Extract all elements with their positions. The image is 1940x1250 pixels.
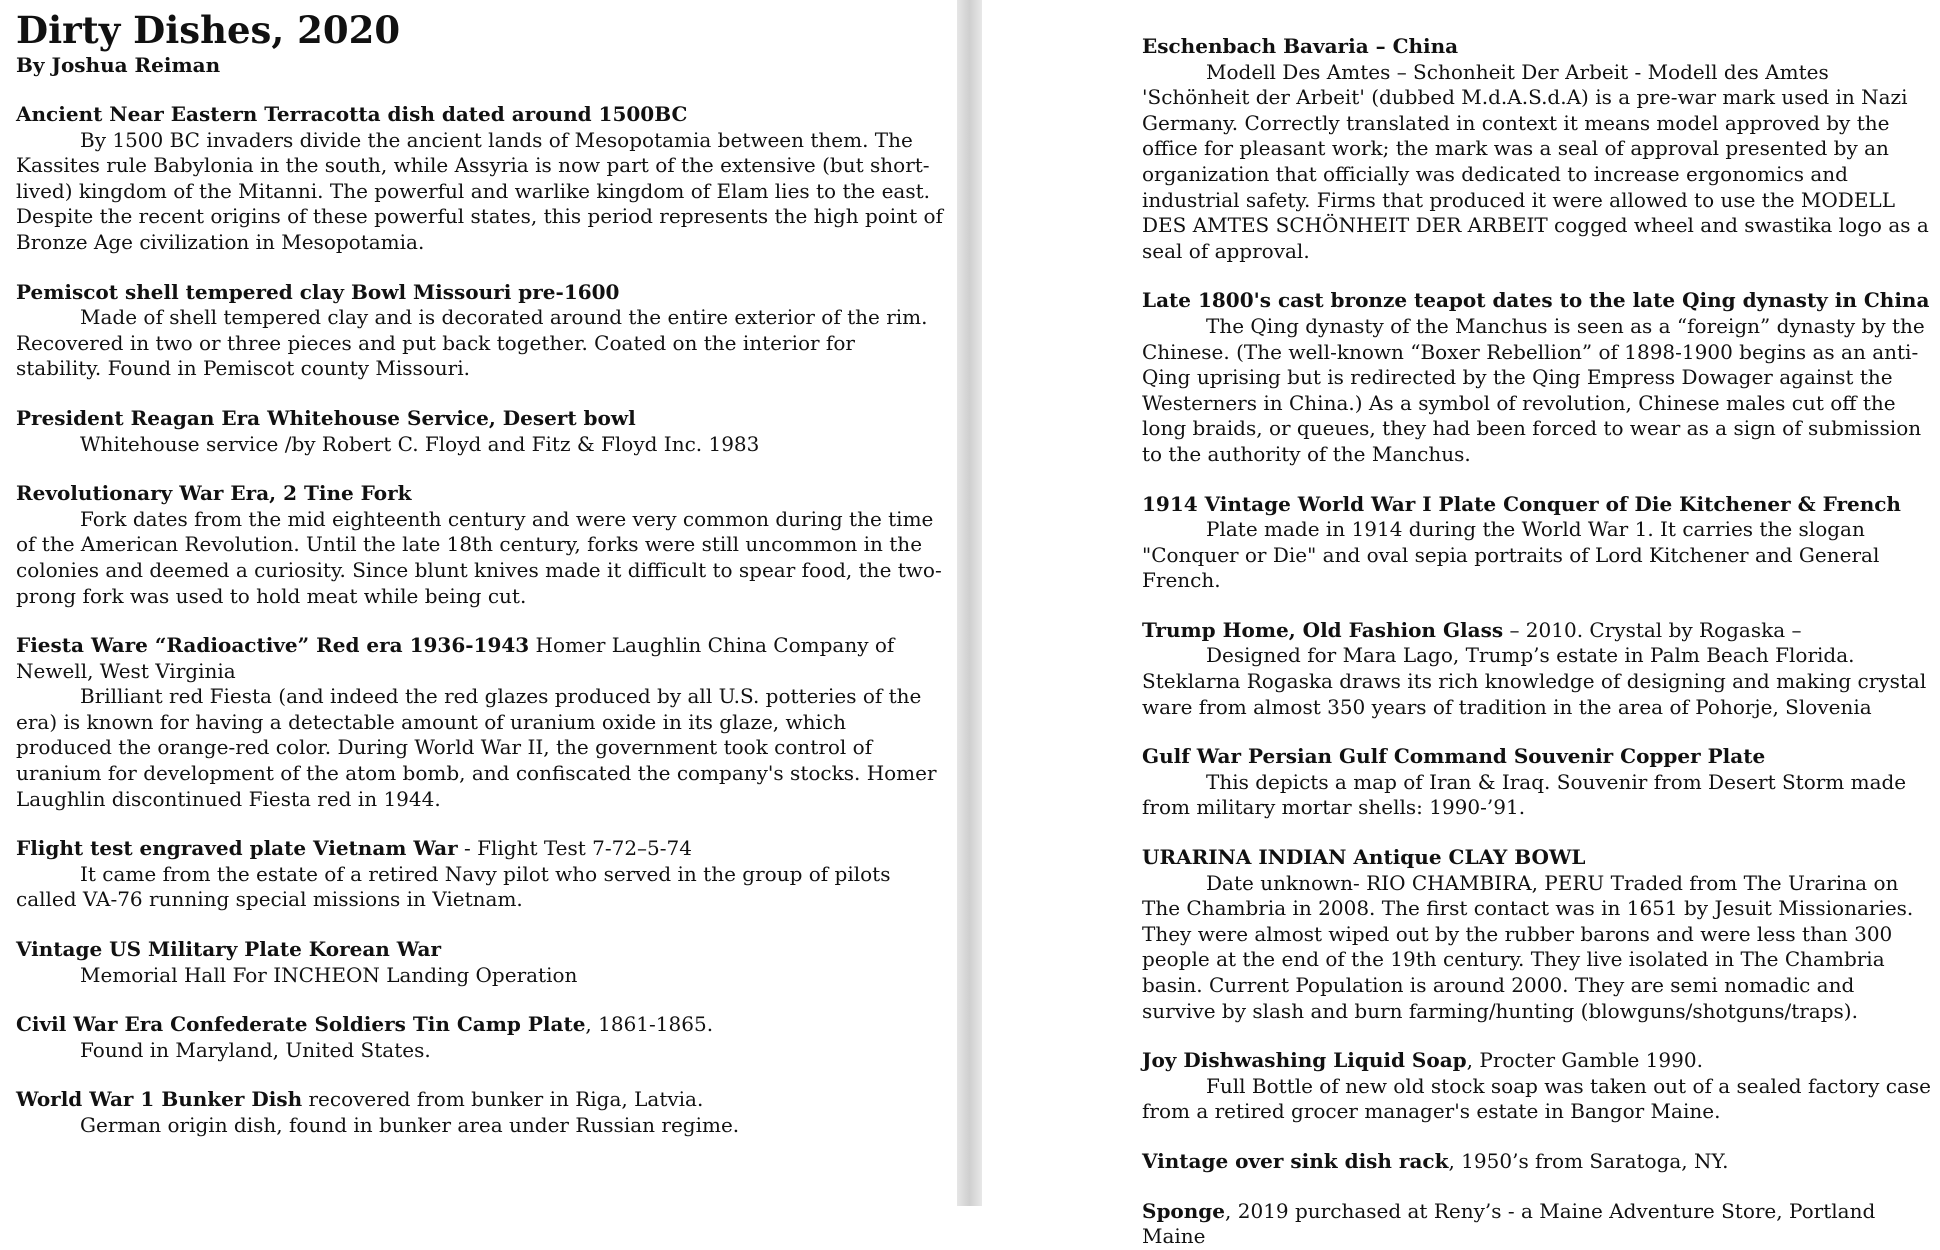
entry-heading (16, 102, 943, 128)
entry-heading (1142, 1048, 1932, 1074)
entry-heading (1142, 1149, 1932, 1175)
entry-title: URARINA INDIAN Antique CLAY BOWL (1142, 845, 1586, 870)
entry-description: Found in Maryland, United States. (80, 1037, 431, 1062)
left-page (0, 0, 957, 1206)
entry-title: Fiesta Ware “Radioactive” Red era 1936-1943 (16, 633, 530, 658)
entry-description: Date unknown- RIO CHAMBIRA, PERU Traded from The Urarina on The Chambria in 2008. The first contact was in 1651 by Jesuit Missionaries. They were almost wiped out by the rubber barons and were less than 300 people at the end of the 19th century. They live isolated in The Chambria basin. Current Population is around 2000. They are semi nomadic and survive by slash and burn farming/hunting (blowguns/shotguns/traps). (1142, 870, 1914, 1023)
entry-title: Revolutionary War Era, 2 Tine Fork (16, 481, 412, 506)
catalog-entry (16, 406, 943, 457)
entry-heading (16, 1012, 943, 1038)
entry-title: Joy Dishwashing Liquid Soap (1142, 1048, 1467, 1073)
entry-heading (16, 280, 943, 306)
entry-description: Fork dates from the mid eighteenth century and were very common during the time of the American Revolution. Until the late 18th century, forks were still uncommon in the colonies and deemed a curiosity. Since blunt knives made it difficult to spear food, the two-prong fork was used to hold meat while being cut. (16, 506, 942, 608)
catalog-entry (1142, 492, 1932, 594)
catalog-entry (16, 481, 943, 609)
catalog-entry (16, 1012, 943, 1063)
entry-heading (1142, 845, 1932, 871)
entry-title: Pemiscot shell tempered clay Bowl Missouri pre-1600 (16, 279, 620, 304)
entry-description: It came from the estate of a retired Navy pilot who served in the group of pilots called VA-76 running special missions in Vietnam. (16, 861, 891, 912)
entry-title-detail: - Flight Test 7-72–5-74 (457, 836, 692, 861)
entry-title: Late 1800's cast bronze teapot dates to the late Qing dynasty in China (1142, 288, 1930, 313)
catalog-entry (1142, 1199, 1932, 1250)
entry-description: Made of shell tempered clay and is decorated around the entire exterior of the rim. Recovered in two or three pieces and put back together. Coated on the interior for stability. Found in Pemiscot county Missouri. (16, 305, 928, 381)
entry-title: Ancient Near Eastern Terracotta dish dated around 1500BC (16, 102, 688, 126)
entry-title: Civil War Era Confederate Soldiers Tin Camp Plate (16, 1012, 586, 1037)
entry-title-detail: , Procter Gamble 1990. (1466, 1048, 1703, 1073)
entry-title-detail: , 1861-1865. (585, 1012, 714, 1037)
entry-description: Full Bottle of new old stock soap was taken out of a sealed factory case from a retired grocer manager's estate in Bangor Maine. (1142, 1073, 1931, 1124)
entry-title: Sponge (1142, 1198, 1226, 1223)
entry-description: This depicts a map of Iran & Iraq. Souvenir from Desert Storm made from military mortar shells: 1990-’91. (1142, 769, 1907, 820)
entry-description: Brilliant red Fiesta (and indeed the red glazes produced by all U.S. potteries of the era) is known for having a detectable amount of uranium oxide in its glaze, which produced the orange-red color. During World War II, the government took control of uranium for development of the atom bomb, and confiscated the company's stocks. Homer Laughlin discontinued Fiesta red in 1944. (16, 684, 937, 811)
catalog-entry (1142, 34, 1932, 264)
entry-heading (1142, 492, 1932, 518)
entry-heading (1142, 744, 1932, 770)
entry-title-detail: recovered from bunker in Riga, Latvia. (302, 1087, 704, 1112)
entry-heading (16, 633, 943, 684)
entry-heading (1142, 34, 1932, 60)
entry-title: President Reagan Era Whitehouse Service, Desert bowl (16, 405, 636, 430)
entry-heading (16, 937, 943, 963)
entry-title-detail: Homer Laughlin China Company of Newell, West Virginia (16, 633, 895, 683)
catalog-entry (16, 633, 943, 812)
entry-description: Plate made in 1914 during the World War 1. It carries the slogan "Conquer or Die" and oval sepia portraits of Lord Kitchener and General French. (1142, 517, 1880, 593)
entry-description: Memorial Hall For INCHEON Landing Operation (80, 962, 578, 987)
entry-description: Designed for Mara Lago, Trump’s estate in Palm Beach Florida. Steklarna Rogaska draws its rich knowledge of designing and making crystal ware from almost 350 years of tradition in the area of Pohorje, Slovenia (1142, 643, 1927, 719)
entry-title-detail: – 2010. Crystal by Rogaska – (1503, 617, 1802, 642)
catalog-entry (1142, 288, 1932, 467)
entry-description: Modell Des Amtes – Schonheit Der Arbeit - Modell des Amtes 'Schönheit der Arbeit' (dubbed M.d.A.S.d.A) is a pre-war mark used in Nazi Germany. Correctly translated in context it means model approved by the office for pleasant work; the mark was a seal of approval presented by an organization that officially was dedicated to increase ergonomics and industrial safety. Firms that produced it were allowed to use the MODELL DES AMTES SCHÖNHEIT DER ARBEIT cogged wheel and swastika logo as a seal of approval. (1142, 59, 1929, 263)
right-page (982, 0, 1940, 1249)
catalog-entry (16, 280, 943, 382)
document-title: Dirty Dishes, 2020 (16, 8, 401, 52)
catalog-entry (1142, 845, 1932, 1024)
entry-heading (16, 1087, 943, 1113)
catalog-entry (1142, 1048, 1932, 1125)
page-gutter (957, 0, 982, 1206)
catalog-entry (16, 102, 943, 256)
catalog-entry (16, 1087, 943, 1138)
entry-heading (16, 406, 943, 432)
entry-description: The Qing dynasty of the Manchus is seen as a “foreign” dynasty by the Chinese. (The well-known “Boxer Rebellion” of 1898-1900 begins as an anti-Qing uprising but is redirected by the Qing Empress Dowager against the Westerners in China.) As a symbol of revolution, Chinese males cut off the long braids, or queues, they had been forced to wear as a sign of submission to the authority of the Manchus. (1142, 313, 1925, 466)
catalog-entry (1142, 618, 1932, 720)
entry-description: By 1500 BC invaders divide the ancient lands of Mesopotamia between them. The Kassites rule Babylonia in the south, while Assyria is now part of the extensive (but short-lived) kingdom of the Mitanni. The powerful and warlike kingdom of Elam lies to the east. Despite the recent origins of these powerful states, this period represents the high point of Bronze Age civilization in Mesopotamia. (16, 127, 943, 254)
left-entry-list (16, 102, 943, 1139)
entry-heading (16, 481, 943, 507)
entry-title: Vintage US Military Plate Korean War (16, 937, 442, 962)
catalog-entry (1142, 744, 1932, 821)
entry-heading (1142, 288, 1932, 314)
entry-title-detail: , 2019 purchased at Reny’s - a Maine Adventure Store, Portland Maine (1142, 1198, 1876, 1249)
entry-title: 1914 Vintage World War I Plate Conquer of Die Kitchener & French (1142, 491, 1901, 516)
catalog-entry (16, 836, 943, 913)
entry-description: Whitehouse service /by Robert C. Floyd and Fitz & Floyd Inc. 1983 (80, 431, 760, 456)
entry-heading (1142, 618, 1932, 644)
right-entry-list (1142, 34, 1932, 1250)
entry-title: Vintage over sink dish rack (1142, 1148, 1449, 1173)
entry-description: German origin dish, found in bunker area under Russian regime. (80, 1113, 740, 1137)
entry-heading (16, 836, 943, 862)
entry-title: Gulf War Persian Gulf Command Souvenir Copper Plate (1142, 744, 1766, 769)
entry-title-detail: , 1950’s from Saratoga, NY. (1448, 1148, 1729, 1173)
entry-title: Flight test engraved plate Vietnam War (16, 836, 458, 861)
entry-title: World War 1 Bunker Dish (16, 1087, 303, 1112)
catalog-entry (1142, 1149, 1932, 1175)
catalog-entry (16, 937, 943, 988)
author-byline: By Joshua Reiman (16, 53, 221, 77)
entry-heading (1142, 1199, 1932, 1250)
entry-title: Eschenbach Bavaria – China (1142, 34, 1459, 58)
entry-title: Trump Home, Old Fashion Glass (1142, 617, 1504, 642)
